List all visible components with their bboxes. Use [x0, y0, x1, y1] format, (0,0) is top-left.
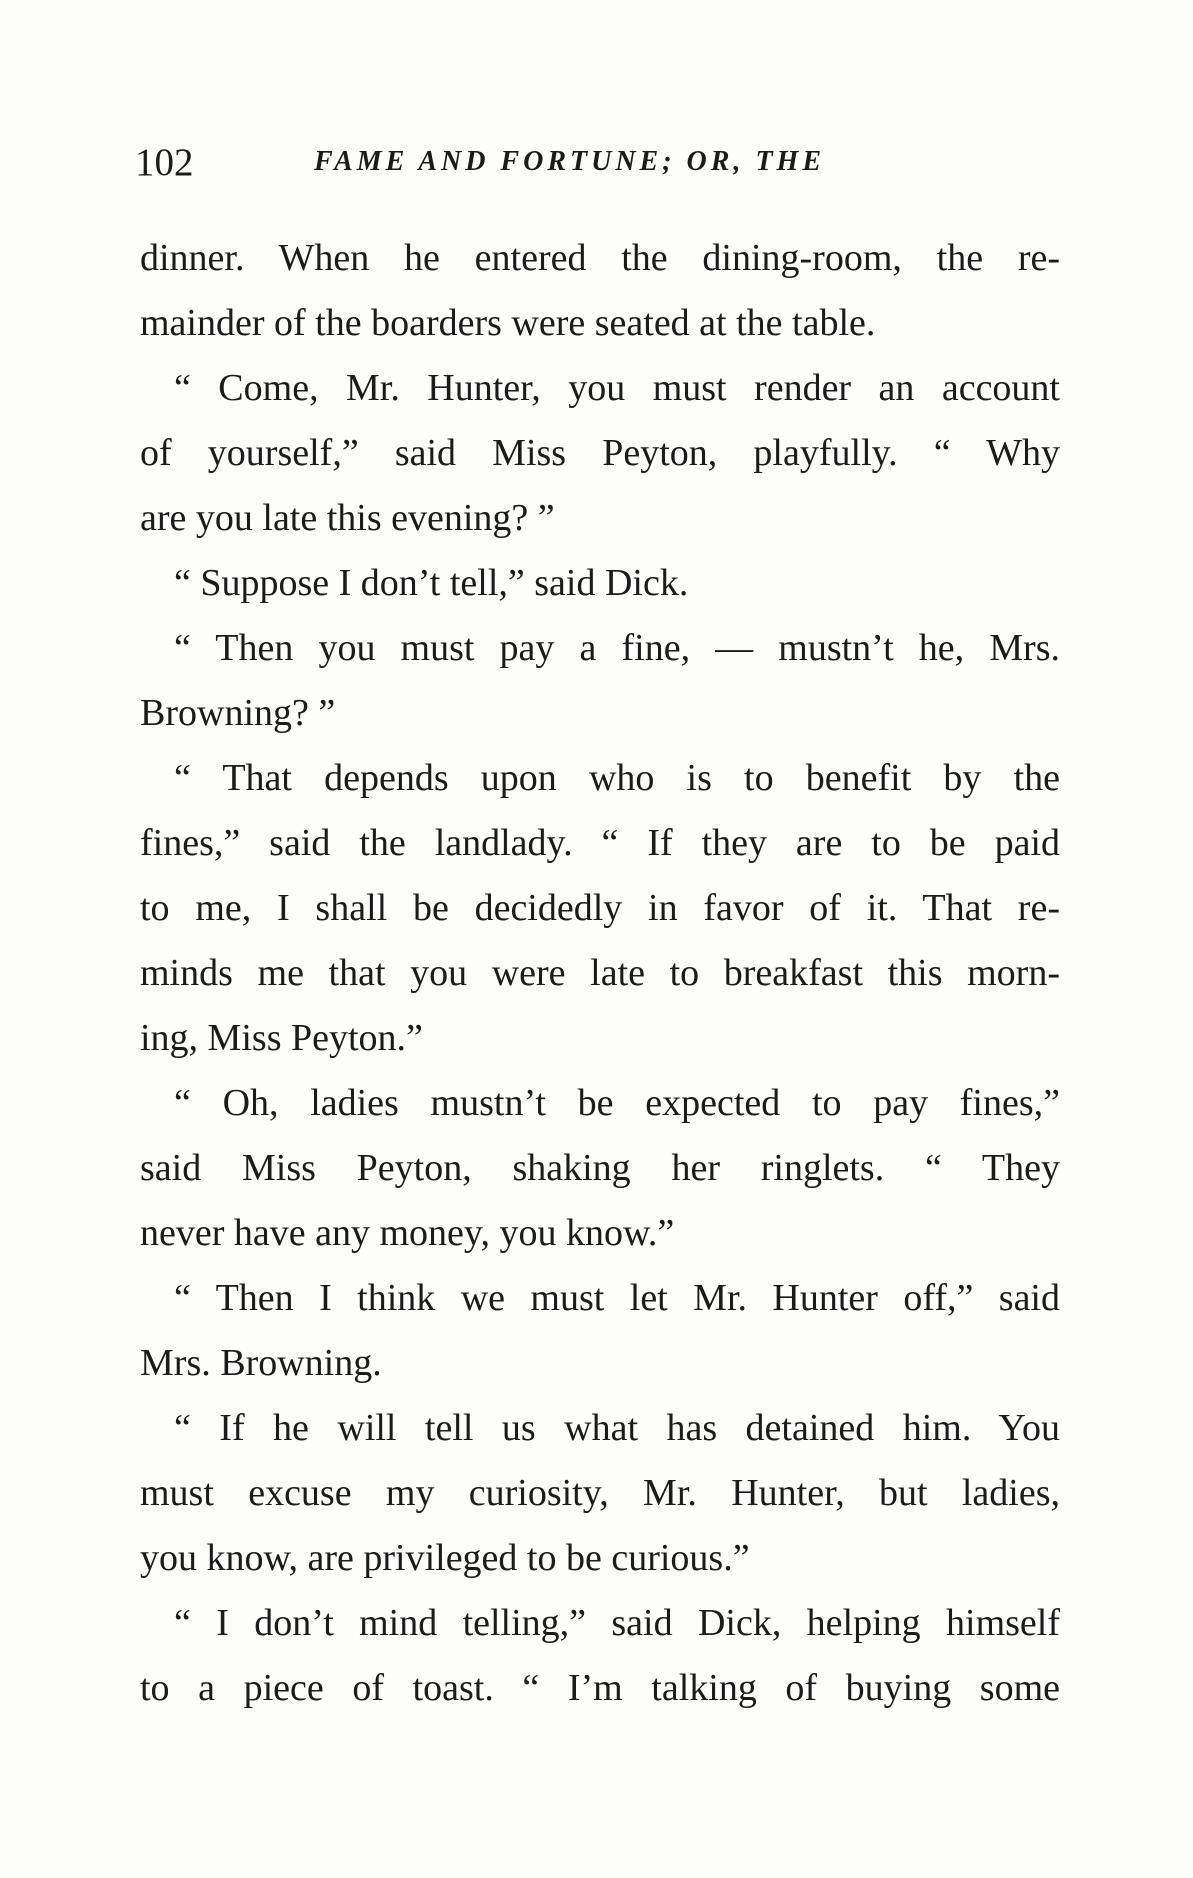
text-line: dinner. When he entered the dining-room, the re- — [140, 237, 1060, 279]
text-line: Mrs. Browning. — [140, 1342, 382, 1384]
text-line: “ Then you must pay a fine, — mustn’t he, Mrs. — [174, 627, 1060, 669]
page-number: 102 — [135, 141, 194, 184]
text-line: fines,” said the landlady. “ If they are to be paid — [140, 822, 1060, 864]
running-head: FAME AND FORTUNE; OR, THE — [314, 146, 826, 177]
text-line: “ Oh, ladies mustn’t be expected to pay fines,” — [174, 1082, 1060, 1124]
text-line: minds me that you were late to breakfast this morn- — [140, 952, 1060, 994]
text-line: “ That depends upon who is to benefit by the — [174, 757, 1060, 799]
text-line: “ If he will tell us what has detained him. You — [174, 1407, 1060, 1449]
text-line: Browning? ” — [140, 692, 336, 734]
text-line: “ Suppose I don’t tell,” said Dick. — [174, 562, 689, 604]
page-header — [135, 128, 1065, 188]
text-line: ing, Miss Peyton.” — [140, 1017, 423, 1059]
text-line: to me, I shall be decidedly in favor of it. That re- — [140, 887, 1060, 929]
body-text — [140, 226, 1060, 1721]
text-line: must excuse my curiosity, Mr. Hunter, but ladies, — [140, 1472, 1060, 1514]
text-line: are you late this evening? ” — [140, 497, 555, 539]
text-line: you know, are privileged to be curious.” — [140, 1537, 750, 1579]
text-line: to a piece of toast. “ I’m talking of buying some — [140, 1667, 1060, 1709]
text-line: “ Then I think we must let Mr. Hunter off,” said — [174, 1277, 1060, 1319]
text-line: of yourself,” said Miss Peyton, playfully. “ Why — [140, 432, 1060, 474]
text-line: never have any money, you know.” — [140, 1212, 675, 1254]
text-line: said Miss Peyton, shaking her ringlets. “ They — [140, 1147, 1060, 1189]
text-line: “ I don’t mind telling,” said Dick, helping himself — [174, 1602, 1060, 1644]
text-line: “ Come, Mr. Hunter, you must render an account — [174, 367, 1060, 409]
text-line: mainder of the boarders were seated at the table. — [140, 302, 876, 344]
